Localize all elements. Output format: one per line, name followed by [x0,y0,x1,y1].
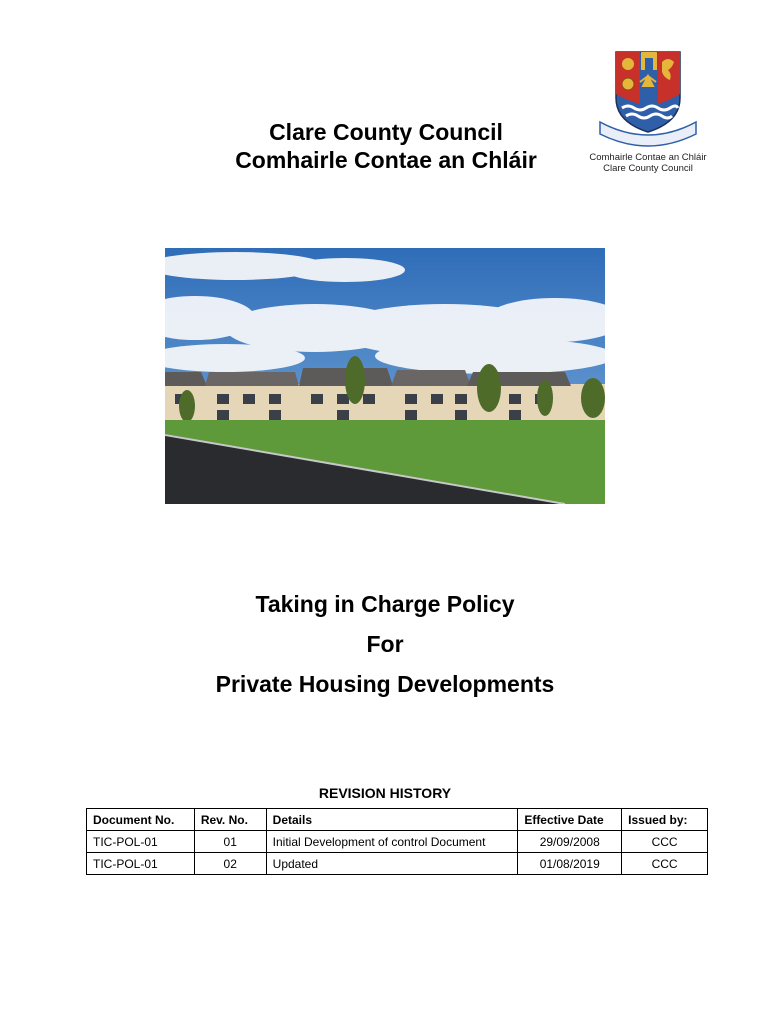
document-title-line1: Taking in Charge Policy [255,591,515,617]
column-header: Effective Date [518,809,622,831]
document-title-line3: Private Housing Developments [215,671,555,697]
rev-no-cell: 01 [194,831,266,853]
document-no-cell: TIC-POL-01 [87,853,195,875]
crest-icon [596,48,700,148]
document-no-cell: TIC-POL-01 [87,831,195,853]
details-cell: Initial Development of control Document [266,831,518,853]
column-header: Issued by: [622,809,708,831]
column-header: Document No. [87,809,195,831]
column-header: Details [266,809,518,831]
details-cell: Updated [266,853,518,875]
revision-history-table [86,808,708,875]
table-row [87,831,708,853]
column-header: Rev. No. [194,809,266,831]
council-title [196,118,576,174]
council-title-irish: Comhairle Contae an Chláir [235,147,537,173]
council-title-english: Clare County Council [269,119,503,145]
table-header-row [87,809,708,831]
revision-history-heading: REVISION HISTORY [318,785,452,801]
effective-date-cell: 01/08/2019 [518,853,622,875]
issued-by-cell: CCC [622,831,708,853]
council-crest-logo [586,48,710,178]
document-title-line2: For [366,631,404,657]
housing-development-photo [165,248,605,504]
issued-by-cell: CCC [622,853,708,875]
table-row [87,853,708,875]
rev-no-cell: 02 [194,853,266,875]
document-title [120,588,650,700]
crest-caption: Comhairle Contae an Chláir Clare County Council [589,152,707,174]
effective-date-cell: 29/09/2008 [518,831,622,853]
